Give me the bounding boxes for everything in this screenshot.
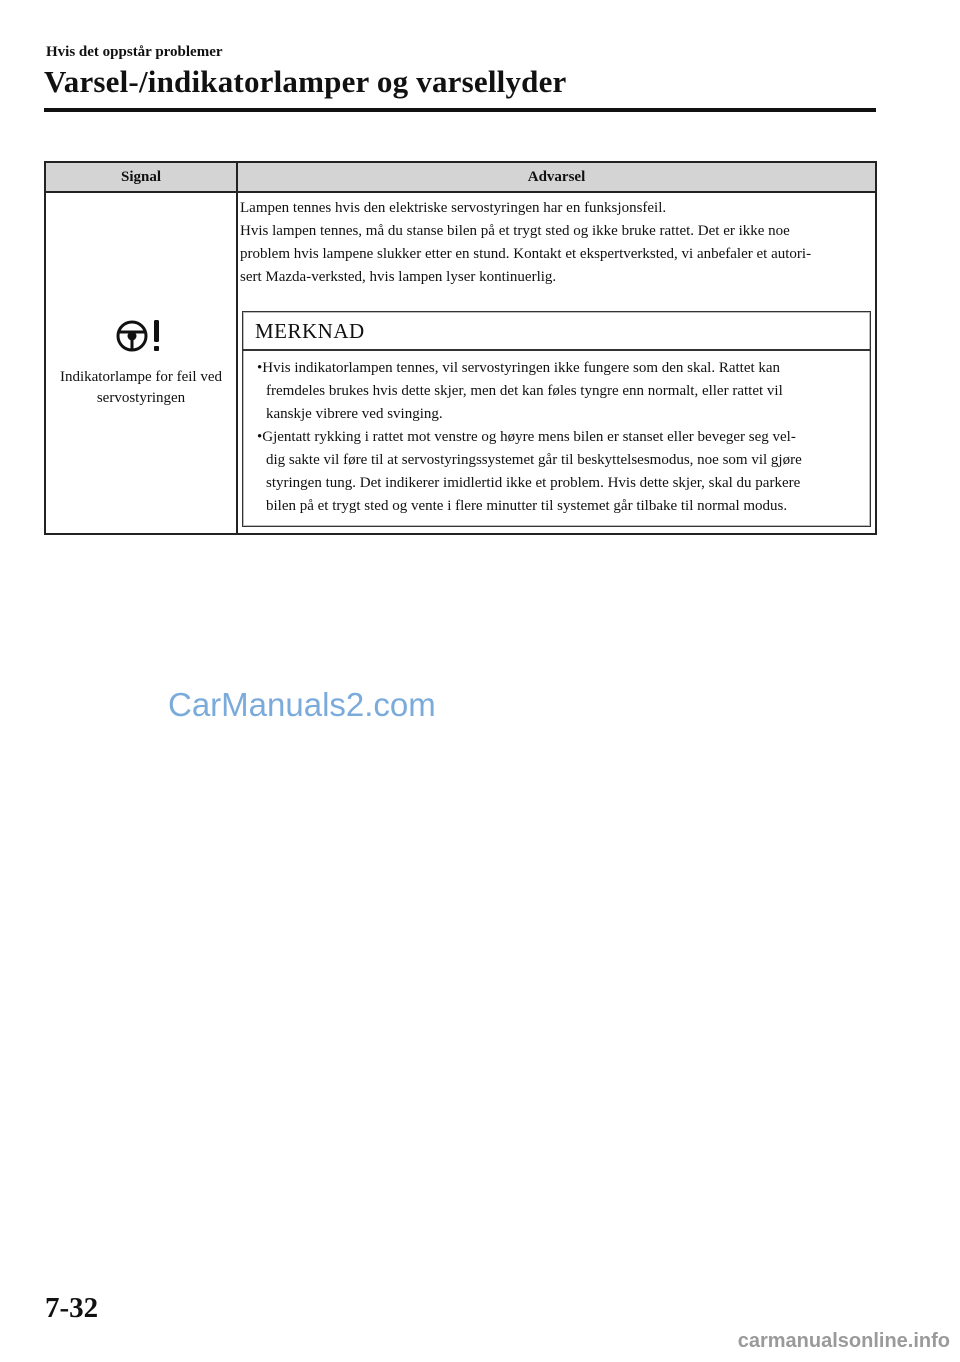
warning-cell (237, 192, 876, 534)
table-header-row (45, 162, 876, 192)
warning-text-line: Hvis lampen tennes, må du stanse bilen på et trygt sted og ikke bruke rattet. Det er ikke noe (240, 223, 790, 239)
warning-text-line: problem hvis lampene slukker etter en stund. Kontakt et ekspertverksted, vi anbefaler et autori- (240, 246, 812, 262)
note-item (257, 357, 860, 426)
note-item (257, 426, 860, 518)
heading-divider (44, 108, 876, 112)
note-text-line: styringen tung. Det indikerer imidlertid ikke et problem. Hvis dette skjer, skal du parkere (266, 475, 801, 491)
signal-caption: Indikatorlampe for feil ved servostyringen (59, 368, 223, 406)
note-text-line: dig sakte vil føre til at servostyringssystemet går til beskyttelsesmodus, noe som vil gjøre (266, 452, 802, 468)
page-title: Varsel-/indikatorlamper og varsellyder (44, 64, 567, 99)
table-row (45, 192, 876, 534)
note-text-line: fremdeles brukes hvis dette skjer, men det kan føles tyngre enn normalt, eller rattet vil (266, 383, 783, 399)
warning-light-table (44, 161, 877, 535)
column-header-signal: Signal (45, 162, 237, 192)
power-steering-warning-icon (115, 318, 167, 354)
section-label: Hvis det oppstår problemer (46, 44, 223, 60)
warning-text-line: sert Mazda-verksted, hvis lampen lyser kontinuerlig. (240, 269, 557, 285)
footer-watermark: carmanualsonline.info (737, 1330, 950, 1352)
note-text-line: •Gjentatt rykking i rattet mot venstre og høyre mens bilen er stanset eller beveger seg vel- (257, 429, 796, 445)
watermark-logo: CarManuals2.com (168, 686, 436, 723)
warning-text-line: Lampen tennes hvis den elektriske servostyringen har en funksjonsfeil. (240, 200, 667, 216)
note-text-line: bilen på et trygt sted og vente i flere minutter til systemet går tilbake til normal modus. (266, 498, 788, 514)
signal-cell (45, 192, 237, 534)
note-box (242, 311, 871, 527)
note-body (243, 351, 870, 526)
page-number: 7-32 (45, 1292, 99, 1324)
note-title: MERKNAD (243, 312, 870, 351)
note-text-line: kanskje vibrere ved svinging. (266, 406, 443, 422)
column-header-warning: Advarsel (237, 162, 876, 192)
note-text-line: •Hvis indikatorlampen tennes, vil servostyringen ikke fungere som den skal. Rattet kan (257, 360, 781, 376)
